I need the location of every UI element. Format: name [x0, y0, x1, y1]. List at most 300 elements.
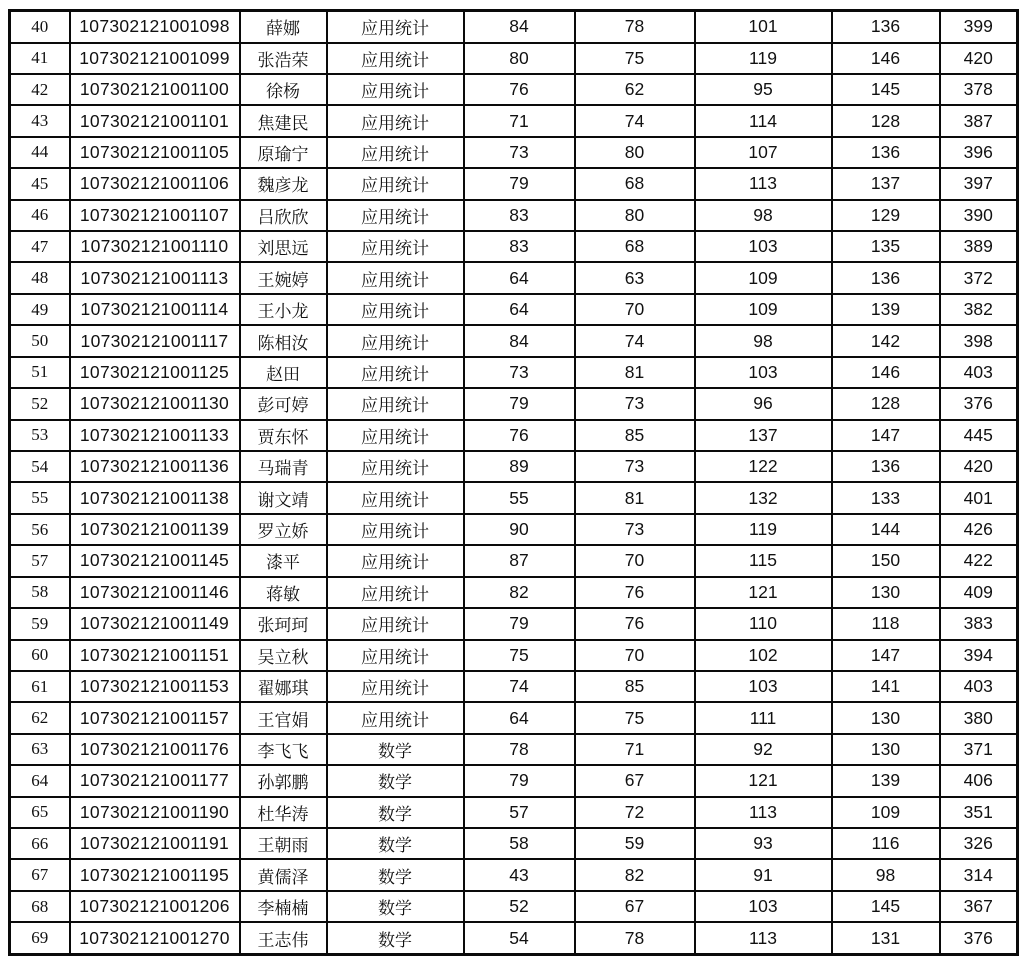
major-cell: 应用统计 — [327, 74, 464, 105]
candidate-name-cell: 蒋敏 — [240, 577, 327, 608]
score4-cell: 145 — [832, 74, 940, 105]
score1-cell: 43 — [464, 859, 575, 890]
major-cell: 应用统计 — [327, 294, 464, 325]
major-cell: 应用统计 — [327, 482, 464, 513]
row-number-cell: 69 — [10, 922, 70, 954]
row-number-cell: 62 — [10, 702, 70, 733]
candidate-id-cell: 107302121001153 — [70, 671, 240, 702]
score4-cell: 129 — [832, 200, 940, 231]
table-row — [10, 105, 1018, 136]
table-row — [10, 797, 1018, 828]
candidate-name-cell: 杜华涛 — [240, 797, 327, 828]
score3-cell: 119 — [695, 514, 832, 545]
candidate-name-cell: 李飞飞 — [240, 734, 327, 765]
row-number-cell: 42 — [10, 74, 70, 105]
score4-cell: 139 — [832, 765, 940, 796]
candidate-id-cell: 107302121001151 — [70, 640, 240, 671]
score4-cell: 136 — [832, 137, 940, 168]
score1-cell: 90 — [464, 514, 575, 545]
score3-cell: 101 — [695, 11, 832, 43]
score3-cell: 113 — [695, 797, 832, 828]
score1-cell: 57 — [464, 797, 575, 828]
score3-cell: 137 — [695, 420, 832, 451]
total-score-cell: 401 — [940, 482, 1018, 513]
candidate-name-cell: 张珂珂 — [240, 608, 327, 639]
score2-cell: 75 — [575, 43, 695, 74]
candidate-name-cell: 陈相汝 — [240, 325, 327, 356]
score3-cell: 115 — [695, 545, 832, 576]
total-score-cell: 422 — [940, 545, 1018, 576]
score2-cell: 75 — [575, 702, 695, 733]
row-number-cell: 66 — [10, 828, 70, 859]
score4-cell: 130 — [832, 702, 940, 733]
score2-cell: 71 — [575, 734, 695, 765]
row-number-cell: 61 — [10, 671, 70, 702]
candidate-name-cell: 翟娜琪 — [240, 671, 327, 702]
candidate-id-cell: 107302121001117 — [70, 325, 240, 356]
score1-cell: 83 — [464, 200, 575, 231]
table-row — [10, 388, 1018, 419]
total-score-cell: 383 — [940, 608, 1018, 639]
major-cell: 应用统计 — [327, 168, 464, 199]
major-cell: 应用统计 — [327, 200, 464, 231]
score1-cell: 73 — [464, 357, 575, 388]
total-score-cell: 314 — [940, 859, 1018, 890]
total-score-cell: 445 — [940, 420, 1018, 451]
table-row — [10, 325, 1018, 356]
candidate-name-cell: 黄儒泽 — [240, 859, 327, 890]
score3-cell: 95 — [695, 74, 832, 105]
table-row — [10, 74, 1018, 105]
candidate-id-cell: 107302121001206 — [70, 891, 240, 922]
table-row — [10, 43, 1018, 74]
major-cell: 应用统计 — [327, 325, 464, 356]
candidate-id-cell: 107302121001099 — [70, 43, 240, 74]
table-row — [10, 231, 1018, 262]
row-number-cell: 56 — [10, 514, 70, 545]
candidate-name-cell: 吕欣欣 — [240, 200, 327, 231]
major-cell: 应用统计 — [327, 671, 464, 702]
row-number-cell: 53 — [10, 420, 70, 451]
major-cell: 数学 — [327, 828, 464, 859]
table-row — [10, 640, 1018, 671]
total-score-cell: 376 — [940, 388, 1018, 419]
total-score-cell: 399 — [940, 11, 1018, 43]
candidate-id-cell: 107302121001101 — [70, 105, 240, 136]
score1-cell: 78 — [464, 734, 575, 765]
row-number-cell: 65 — [10, 797, 70, 828]
score3-cell: 93 — [695, 828, 832, 859]
table-row — [10, 577, 1018, 608]
scores-table — [8, 9, 1019, 956]
candidate-id-cell: 107302121001114 — [70, 294, 240, 325]
candidate-id-cell: 107302121001190 — [70, 797, 240, 828]
table-row — [10, 262, 1018, 293]
total-score-cell: 396 — [940, 137, 1018, 168]
candidate-id-cell: 107302121001270 — [70, 922, 240, 954]
row-number-cell: 59 — [10, 608, 70, 639]
total-score-cell: 406 — [940, 765, 1018, 796]
row-number-cell: 51 — [10, 357, 70, 388]
score2-cell: 59 — [575, 828, 695, 859]
total-score-cell: 382 — [940, 294, 1018, 325]
candidate-name-cell: 贾东怀 — [240, 420, 327, 451]
total-score-cell: 376 — [940, 922, 1018, 954]
score4-cell: 142 — [832, 325, 940, 356]
candidate-id-cell: 107302121001177 — [70, 765, 240, 796]
score4-cell: 141 — [832, 671, 940, 702]
table-row — [10, 294, 1018, 325]
candidate-name-cell: 罗立娇 — [240, 514, 327, 545]
score2-cell: 74 — [575, 325, 695, 356]
major-cell: 应用统计 — [327, 608, 464, 639]
score3-cell: 103 — [695, 231, 832, 262]
score3-cell: 111 — [695, 702, 832, 733]
major-cell: 应用统计 — [327, 11, 464, 43]
score4-cell: 145 — [832, 891, 940, 922]
score3-cell: 122 — [695, 451, 832, 482]
score4-cell: 144 — [832, 514, 940, 545]
score2-cell: 78 — [575, 922, 695, 954]
row-number-cell: 44 — [10, 137, 70, 168]
score1-cell: 64 — [464, 294, 575, 325]
score1-cell: 73 — [464, 137, 575, 168]
score3-cell: 132 — [695, 482, 832, 513]
score4-cell: 130 — [832, 577, 940, 608]
candidate-id-cell: 107302121001145 — [70, 545, 240, 576]
total-score-cell: 351 — [940, 797, 1018, 828]
total-score-cell: 371 — [940, 734, 1018, 765]
score4-cell: 131 — [832, 922, 940, 954]
score2-cell: 63 — [575, 262, 695, 293]
score2-cell: 73 — [575, 514, 695, 545]
major-cell: 应用统计 — [327, 577, 464, 608]
table-row — [10, 545, 1018, 576]
row-number-cell: 68 — [10, 891, 70, 922]
major-cell: 应用统计 — [327, 451, 464, 482]
table-row — [10, 671, 1018, 702]
score4-cell: 130 — [832, 734, 940, 765]
candidate-name-cell: 薛娜 — [240, 11, 327, 43]
score4-cell: 150 — [832, 545, 940, 576]
major-cell: 应用统计 — [327, 545, 464, 576]
total-score-cell: 403 — [940, 357, 1018, 388]
major-cell: 应用统计 — [327, 43, 464, 74]
row-number-cell: 40 — [10, 11, 70, 43]
score4-cell: 136 — [832, 262, 940, 293]
candidate-name-cell: 焦建民 — [240, 105, 327, 136]
major-cell: 应用统计 — [327, 105, 464, 136]
table-row — [10, 734, 1018, 765]
row-number-cell: 47 — [10, 231, 70, 262]
score2-cell: 68 — [575, 231, 695, 262]
score4-cell: 139 — [832, 294, 940, 325]
score1-cell: 55 — [464, 482, 575, 513]
score3-cell: 109 — [695, 262, 832, 293]
row-number-cell: 52 — [10, 388, 70, 419]
candidate-id-cell: 107302121001110 — [70, 231, 240, 262]
candidate-name-cell: 王志伟 — [240, 922, 327, 954]
score1-cell: 74 — [464, 671, 575, 702]
score2-cell: 80 — [575, 137, 695, 168]
table-row — [10, 451, 1018, 482]
candidate-name-cell: 张浩荣 — [240, 43, 327, 74]
table-row — [10, 922, 1018, 954]
row-number-cell: 58 — [10, 577, 70, 608]
score2-cell: 73 — [575, 388, 695, 419]
total-score-cell: 394 — [940, 640, 1018, 671]
row-number-cell: 60 — [10, 640, 70, 671]
major-cell: 应用统计 — [327, 231, 464, 262]
table-row — [10, 420, 1018, 451]
score4-cell: 147 — [832, 640, 940, 671]
candidate-name-cell: 谢文靖 — [240, 482, 327, 513]
major-cell: 数学 — [327, 765, 464, 796]
total-score-cell: 389 — [940, 231, 1018, 262]
score1-cell: 64 — [464, 262, 575, 293]
score3-cell: 91 — [695, 859, 832, 890]
score4-cell: 146 — [832, 43, 940, 74]
major-cell: 数学 — [327, 859, 464, 890]
candidate-id-cell: 107302121001106 — [70, 168, 240, 199]
candidate-id-cell: 107302121001176 — [70, 734, 240, 765]
score3-cell: 98 — [695, 325, 832, 356]
total-score-cell: 326 — [940, 828, 1018, 859]
candidate-name-cell: 王婉婷 — [240, 262, 327, 293]
score1-cell: 79 — [464, 388, 575, 419]
table-row — [10, 200, 1018, 231]
score2-cell: 67 — [575, 891, 695, 922]
score2-cell: 76 — [575, 577, 695, 608]
score4-cell: 147 — [832, 420, 940, 451]
table-row — [10, 482, 1018, 513]
candidate-id-cell: 107302121001133 — [70, 420, 240, 451]
major-cell: 应用统计 — [327, 357, 464, 388]
major-cell: 应用统计 — [327, 137, 464, 168]
row-number-cell: 64 — [10, 765, 70, 796]
table-row — [10, 859, 1018, 890]
score3-cell: 102 — [695, 640, 832, 671]
score3-cell: 107 — [695, 137, 832, 168]
major-cell: 数学 — [327, 734, 464, 765]
total-score-cell: 420 — [940, 451, 1018, 482]
total-score-cell: 378 — [940, 74, 1018, 105]
score4-cell: 136 — [832, 451, 940, 482]
score4-cell: 98 — [832, 859, 940, 890]
score4-cell: 128 — [832, 105, 940, 136]
table-row — [10, 11, 1018, 43]
score1-cell: 54 — [464, 922, 575, 954]
score3-cell: 121 — [695, 577, 832, 608]
score2-cell: 81 — [575, 357, 695, 388]
score3-cell: 103 — [695, 891, 832, 922]
score3-cell: 96 — [695, 388, 832, 419]
candidate-name-cell: 李楠楠 — [240, 891, 327, 922]
score4-cell: 146 — [832, 357, 940, 388]
score2-cell: 82 — [575, 859, 695, 890]
score1-cell: 89 — [464, 451, 575, 482]
total-score-cell: 380 — [940, 702, 1018, 733]
candidate-name-cell: 彭可婷 — [240, 388, 327, 419]
table-row — [10, 765, 1018, 796]
score2-cell: 67 — [575, 765, 695, 796]
candidate-name-cell: 马瑞青 — [240, 451, 327, 482]
score3-cell: 110 — [695, 608, 832, 639]
total-score-cell: 372 — [940, 262, 1018, 293]
total-score-cell: 403 — [940, 671, 1018, 702]
candidate-name-cell: 孙郭鹏 — [240, 765, 327, 796]
score1-cell: 64 — [464, 702, 575, 733]
table-row — [10, 137, 1018, 168]
score1-cell: 80 — [464, 43, 575, 74]
major-cell: 应用统计 — [327, 514, 464, 545]
row-number-cell: 67 — [10, 859, 70, 890]
score1-cell: 84 — [464, 11, 575, 43]
score1-cell: 76 — [464, 74, 575, 105]
score3-cell: 121 — [695, 765, 832, 796]
candidate-name-cell: 王官娟 — [240, 702, 327, 733]
candidate-name-cell: 王小龙 — [240, 294, 327, 325]
row-number-cell: 43 — [10, 105, 70, 136]
total-score-cell: 367 — [940, 891, 1018, 922]
table-row — [10, 357, 1018, 388]
total-score-cell: 398 — [940, 325, 1018, 356]
row-number-cell: 49 — [10, 294, 70, 325]
score2-cell: 70 — [575, 294, 695, 325]
score1-cell: 71 — [464, 105, 575, 136]
major-cell: 应用统计 — [327, 262, 464, 293]
candidate-name-cell: 漆平 — [240, 545, 327, 576]
candidate-name-cell: 魏彦龙 — [240, 168, 327, 199]
total-score-cell: 420 — [940, 43, 1018, 74]
table-row — [10, 608, 1018, 639]
candidate-id-cell: 107302121001105 — [70, 137, 240, 168]
table-row — [10, 514, 1018, 545]
score1-cell: 82 — [464, 577, 575, 608]
score3-cell: 114 — [695, 105, 832, 136]
total-score-cell: 390 — [940, 200, 1018, 231]
candidate-id-cell: 107302121001157 — [70, 702, 240, 733]
candidate-id-cell: 107302121001149 — [70, 608, 240, 639]
major-cell: 应用统计 — [327, 420, 464, 451]
score2-cell: 68 — [575, 168, 695, 199]
major-cell: 数学 — [327, 922, 464, 954]
score1-cell: 79 — [464, 765, 575, 796]
score1-cell: 83 — [464, 231, 575, 262]
candidate-name-cell: 吴立秋 — [240, 640, 327, 671]
total-score-cell: 397 — [940, 168, 1018, 199]
score2-cell: 76 — [575, 608, 695, 639]
score4-cell: 133 — [832, 482, 940, 513]
candidate-name-cell: 赵田 — [240, 357, 327, 388]
score2-cell: 62 — [575, 74, 695, 105]
major-cell: 应用统计 — [327, 640, 464, 671]
score3-cell: 113 — [695, 168, 832, 199]
score1-cell: 52 — [464, 891, 575, 922]
score1-cell: 76 — [464, 420, 575, 451]
candidate-id-cell: 107302121001146 — [70, 577, 240, 608]
total-score-cell: 426 — [940, 514, 1018, 545]
total-score-cell: 387 — [940, 105, 1018, 136]
score2-cell: 80 — [575, 200, 695, 231]
table-row — [10, 891, 1018, 922]
score1-cell: 58 — [464, 828, 575, 859]
score3-cell: 98 — [695, 200, 832, 231]
score4-cell: 137 — [832, 168, 940, 199]
candidate-id-cell: 107302121001130 — [70, 388, 240, 419]
table-body — [10, 11, 1018, 955]
score1-cell: 87 — [464, 545, 575, 576]
row-number-cell: 45 — [10, 168, 70, 199]
row-number-cell: 48 — [10, 262, 70, 293]
score2-cell: 72 — [575, 797, 695, 828]
score4-cell: 109 — [832, 797, 940, 828]
candidate-id-cell: 107302121001125 — [70, 357, 240, 388]
score2-cell: 78 — [575, 11, 695, 43]
score3-cell: 103 — [695, 671, 832, 702]
score4-cell: 136 — [832, 11, 940, 43]
score2-cell: 73 — [575, 451, 695, 482]
row-number-cell: 41 — [10, 43, 70, 74]
score2-cell: 70 — [575, 545, 695, 576]
candidate-id-cell: 107302121001191 — [70, 828, 240, 859]
score1-cell: 79 — [464, 608, 575, 639]
score3-cell: 103 — [695, 357, 832, 388]
candidate-id-cell: 107302121001100 — [70, 74, 240, 105]
candidate-id-cell: 107302121001138 — [70, 482, 240, 513]
score3-cell: 113 — [695, 922, 832, 954]
major-cell: 数学 — [327, 797, 464, 828]
score3-cell: 119 — [695, 43, 832, 74]
score2-cell: 85 — [575, 671, 695, 702]
score3-cell: 109 — [695, 294, 832, 325]
row-number-cell: 55 — [10, 482, 70, 513]
score3-cell: 92 — [695, 734, 832, 765]
candidate-name-cell: 王朝雨 — [240, 828, 327, 859]
table-row — [10, 828, 1018, 859]
major-cell: 应用统计 — [327, 388, 464, 419]
score4-cell: 118 — [832, 608, 940, 639]
candidate-id-cell: 107302121001107 — [70, 200, 240, 231]
score4-cell: 116 — [832, 828, 940, 859]
score2-cell: 70 — [575, 640, 695, 671]
score2-cell: 81 — [575, 482, 695, 513]
row-number-cell: 50 — [10, 325, 70, 356]
total-score-cell: 409 — [940, 577, 1018, 608]
major-cell: 应用统计 — [327, 702, 464, 733]
score1-cell: 75 — [464, 640, 575, 671]
candidate-name-cell: 原瑜宁 — [240, 137, 327, 168]
score2-cell: 74 — [575, 105, 695, 136]
score1-cell: 84 — [464, 325, 575, 356]
candidate-id-cell: 107302121001098 — [70, 11, 240, 43]
major-cell: 数学 — [327, 891, 464, 922]
score4-cell: 128 — [832, 388, 940, 419]
candidate-id-cell: 107302121001113 — [70, 262, 240, 293]
row-number-cell: 57 — [10, 545, 70, 576]
row-number-cell: 46 — [10, 200, 70, 231]
table-row — [10, 168, 1018, 199]
candidate-id-cell: 107302121001139 — [70, 514, 240, 545]
row-number-cell: 63 — [10, 734, 70, 765]
score2-cell: 85 — [575, 420, 695, 451]
score1-cell: 79 — [464, 168, 575, 199]
row-number-cell: 54 — [10, 451, 70, 482]
candidate-id-cell: 107302121001136 — [70, 451, 240, 482]
table-row — [10, 702, 1018, 733]
candidate-name-cell: 徐杨 — [240, 74, 327, 105]
score4-cell: 135 — [832, 231, 940, 262]
